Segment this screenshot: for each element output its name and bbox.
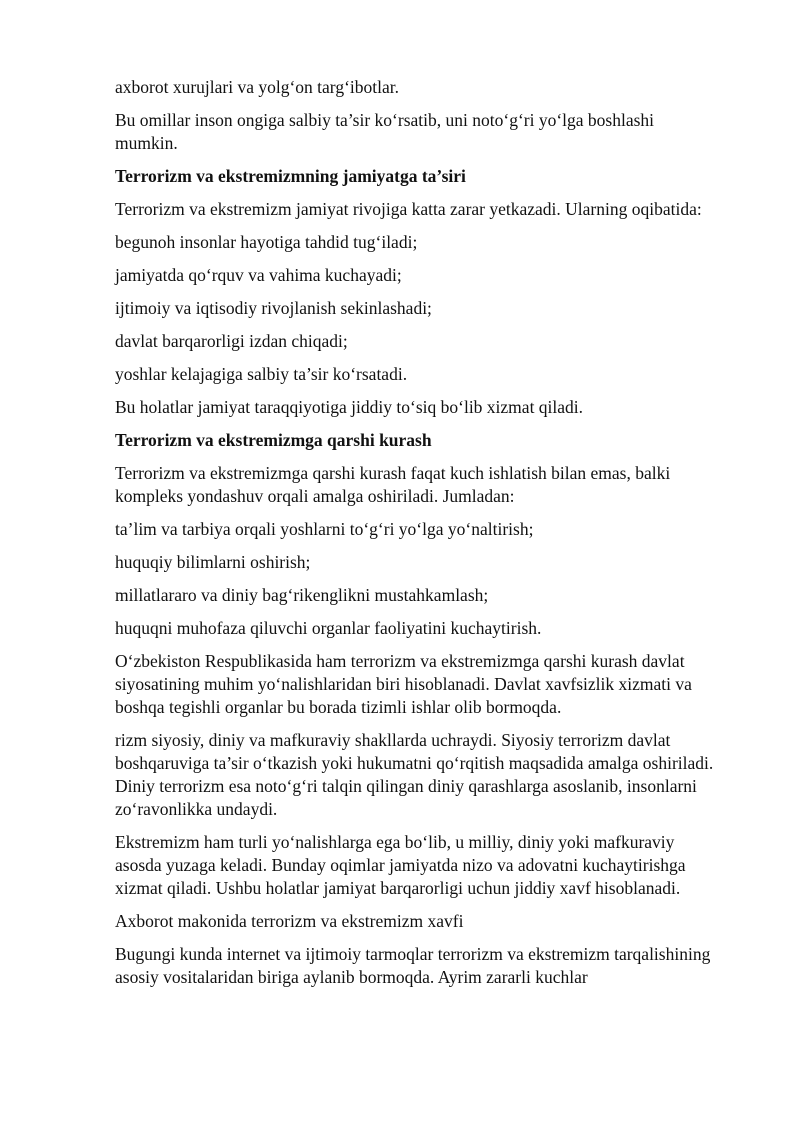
paragraph: Bu holatlar jamiyat taraqqiyotiga jiddiy to‘siq bo‘lib xizmat qiladi. [115, 397, 584, 417]
list-item: yoshlar kelajagiga salbiy ta’sir ko‘rsatadi. [115, 364, 408, 384]
list-item: ta’lim va tarbiya orqali yoshlarni to‘g‘ri yo‘lga yo‘naltirish; [115, 519, 534, 539]
paragraph: O‘zbekiston Respublikasida ham terrorizm va ekstremizmga qarshi kurash davlat siyosatining muhim yo‘nalishlaridan biri hisoblanadi. Davlat xavfsizlik xizmati va boshqa tegishli organlar bu borada tizimli ishlar olib bormoqda. [115, 651, 692, 717]
list-item: jamiyatda qo‘rquv va vahima kuchayadi; [115, 265, 402, 285]
paragraph: Terrorizm va ekstremizm jamiyat rivojiga katta zarar yetkazadi. Ularning oqibatida: [115, 199, 702, 219]
section-heading: Terrorizm va ekstremizmga qarshi kurash [115, 430, 432, 450]
list-item: huquqni muhofaza qiluvchi organlar faoliyatini kuchaytirish. [115, 618, 542, 638]
section-heading: Terrorizm va ekstremizmning jamiyatga ta’siri [115, 166, 466, 186]
list-item: millatlararo va diniy bag‘rikenglikni mustahkamlash; [115, 585, 489, 605]
document-page [115, 76, 715, 999]
list-item: huquqiy bilimlarni oshirish; [115, 552, 311, 572]
list-item: davlat barqarorligi izdan chiqadi; [115, 331, 348, 351]
paragraph: axborot xurujlari va yolg‘on targ‘ibotlar. [115, 77, 399, 97]
paragraph: Axborot makonida terrorizm va ekstremizm xavfi [115, 911, 464, 931]
paragraph: Bu omillar inson ongiga salbiy ta’sir ko‘rsatib, uni noto‘g‘ri yo‘lga boshlashi mumkin. [115, 110, 655, 153]
list-item: begunoh insonlar hayotiga tahdid tug‘iladi; [115, 232, 418, 252]
paragraph: Terrorizm va ekstremizmga qarshi kurash faqat kuch ishlatish bilan emas, balki kompleks yondashuv orqali amalga oshiriladi. Jumladan: [115, 463, 671, 506]
list-item: ijtimoiy va iqtisodiy rivojlanish sekinlashadi; [115, 298, 432, 318]
paragraph: Ekstremizm ham turli yo‘nalishlarga ega bo‘lib, u milliy, diniy yoki mafkuraviy asosda yuzaga keladi. Bunday oqimlar jamiyatda nizo va adovatni kuchaytirishga xizmat qiladi. Ushbu holatlar jamiyat barqarorligi uchun jiddiy xavf hisoblanadi. [115, 832, 686, 898]
paragraph: rizm siyosiy, diniy va mafkuraviy shakllarda uchraydi. Siyosiy terrorizm davlat boshqaruviga ta’sir o‘tkazish yoki hukumatni qo‘rqitish maqsadida amalga oshiriladi. Diniy terrorizm esa noto‘g‘ri talqin qilingan diniy qarashlarga asoslanib, insonlarni zo‘ravonlikka undaydi. [115, 730, 714, 819]
paragraph: Bugungi kunda internet va ijtimoiy tarmoqlar terrorizm va ekstremizm tarqalishining asosiy vositalaridan biriga aylanib bormoqda. Ayrim zararli kuchlar [115, 944, 711, 987]
